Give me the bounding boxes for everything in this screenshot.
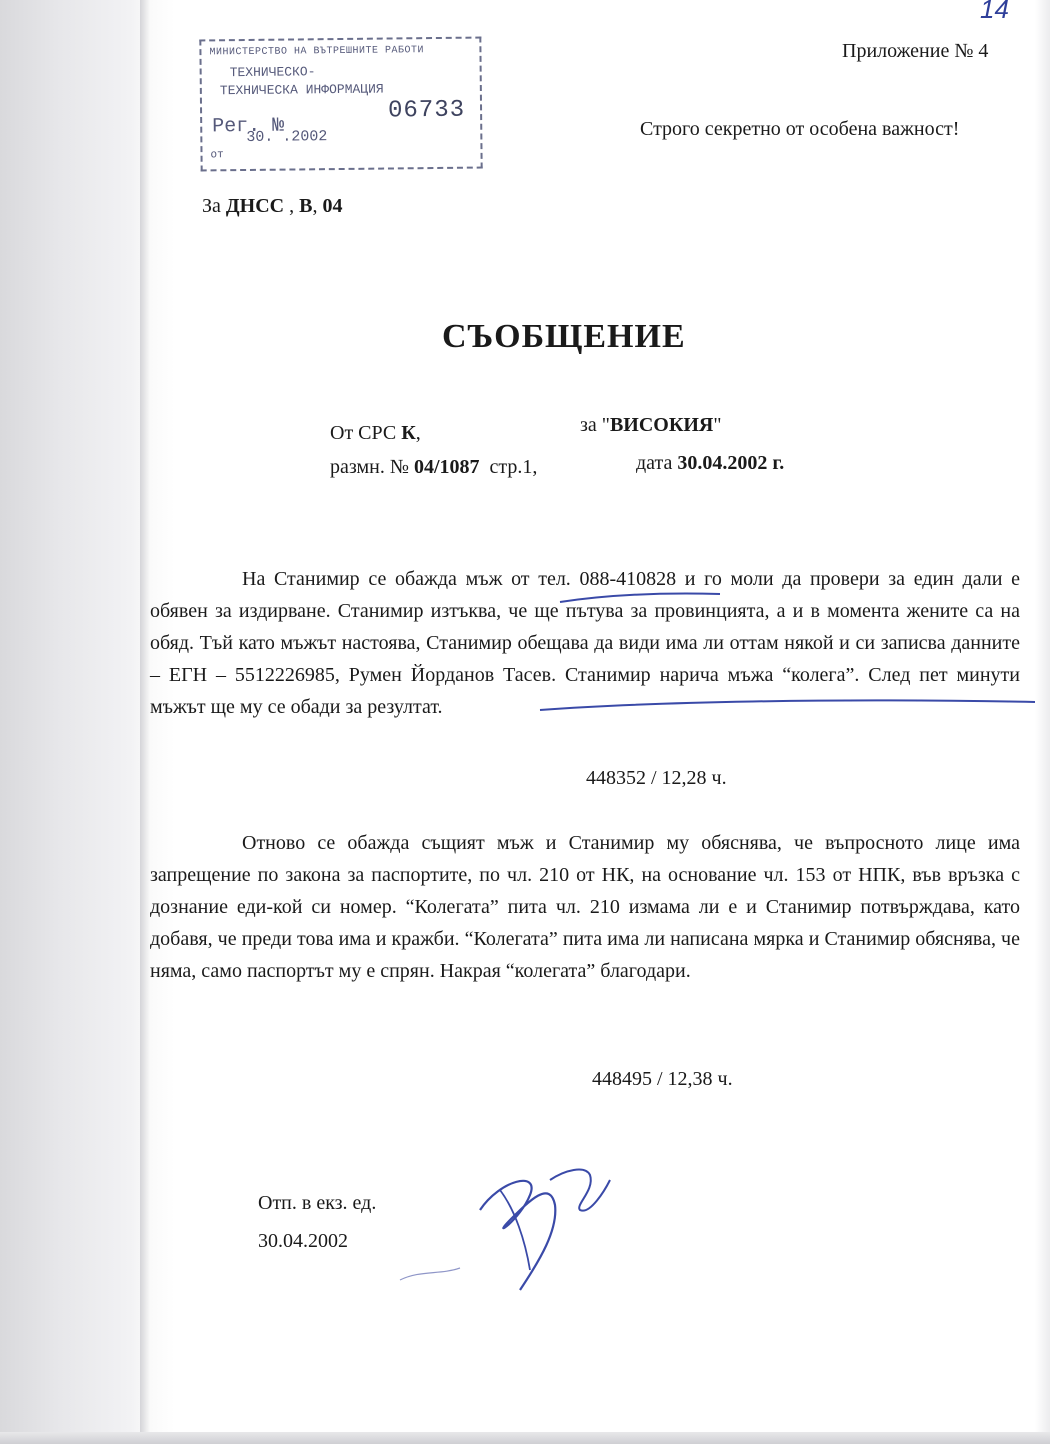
registration-stamp bbox=[199, 37, 482, 172]
addressee-code: 04 bbox=[322, 195, 343, 217]
date-prefix: дата bbox=[636, 452, 678, 474]
source-line bbox=[330, 422, 421, 445]
stamp-reg-label: Рег. № bbox=[212, 114, 285, 139]
stamp-date: 30. .2002 bbox=[246, 128, 328, 146]
page-bottom-edge bbox=[0, 1432, 1050, 1444]
copies-note: Отп. в екз. ед. bbox=[258, 1192, 377, 1214]
classification-label: Строго секретно от особена важност! bbox=[640, 118, 960, 140]
paragraph-2: Отново се обажда същият мъж и Станимир му обяснява, че въпросното лице има запрещение по закона за паспортите, по чл. 210 от НК, на основание чл. 153 от НПК, във връзка с дознание еди-кой си номер. “Колегата” пита чл. 210 измама ли е и Станимир потвърждава, като добавя, че преди това има и кражби. “Колегата” пита има ли написана мярка и Станимир обяснява, че няма, само паспортът му е спрян. Накрая “колегата” благодари. bbox=[150, 832, 1020, 982]
page-fold-shadow bbox=[140, 0, 150, 1444]
copy-page: стр.1, bbox=[489, 456, 538, 478]
reference-2: 448495 / 12,38 ч. bbox=[592, 1068, 733, 1090]
target-prefix: за " bbox=[580, 414, 610, 436]
stamp-from-label: от bbox=[210, 149, 224, 162]
annex-label: Приложение № 4 bbox=[842, 40, 989, 62]
source-code: К bbox=[401, 422, 416, 444]
addressee-sep: , bbox=[312, 195, 323, 217]
stamp-line-2: ТЕХНИЧЕСКО- bbox=[229, 64, 316, 81]
stamp-number: 06733 bbox=[387, 96, 466, 125]
source-suffix: , bbox=[415, 422, 421, 444]
addressee-org: ДНСС bbox=[225, 195, 285, 217]
handwritten-signature bbox=[380, 1150, 640, 1300]
paragraph-1: На Станимир се обажда мъж от тел. 088-410828 и го моли да провери за един дали е обявен за издирване. Станимир изтъква, че ще пътува за провинцията, а и в момента жените са на обяд. Тъй като мъжът настоява, Станимир обещава да види има ли оттам някой и си записва данните – ЕГН – 5512226985, Румен Йорданов Тасев. Станимир нарича мъжа “колега”. След пет минути мъжът ще му се обади за резултат. bbox=[150, 568, 1020, 718]
source-prefix: От СРС bbox=[330, 422, 402, 444]
addressee-mid: , bbox=[284, 195, 300, 217]
copy-number-line bbox=[330, 456, 537, 479]
stamp-ministry: МИНИСТЕРСТВО НА ВЪТРЕШНИТЕ РАБОТИ bbox=[209, 45, 425, 59]
target-line bbox=[580, 414, 722, 437]
document-title: СЪОБЩЕНИЕ bbox=[442, 318, 686, 355]
handwritten-page-number: 14 bbox=[980, 0, 1009, 24]
date-line bbox=[636, 452, 784, 475]
copy-prefix: размн. № bbox=[330, 456, 414, 478]
target-name: ВИСОКИЯ bbox=[609, 414, 714, 436]
addressee-dept: В bbox=[299, 195, 313, 217]
copy-number: 04/1087 bbox=[413, 456, 480, 478]
target-suffix: " bbox=[713, 414, 722, 436]
addressee-prefix: За bbox=[202, 195, 226, 217]
addressee-line bbox=[202, 195, 342, 218]
date-value: 30.04.2002 г. bbox=[677, 452, 785, 474]
stamp-line-3: ТЕХНИЧЕСКА ИНФОРМАЦИЯ bbox=[219, 81, 384, 99]
signoff-date: 30.04.2002 bbox=[258, 1230, 348, 1252]
reference-1: 448352 / 12,28 ч. bbox=[586, 767, 727, 789]
